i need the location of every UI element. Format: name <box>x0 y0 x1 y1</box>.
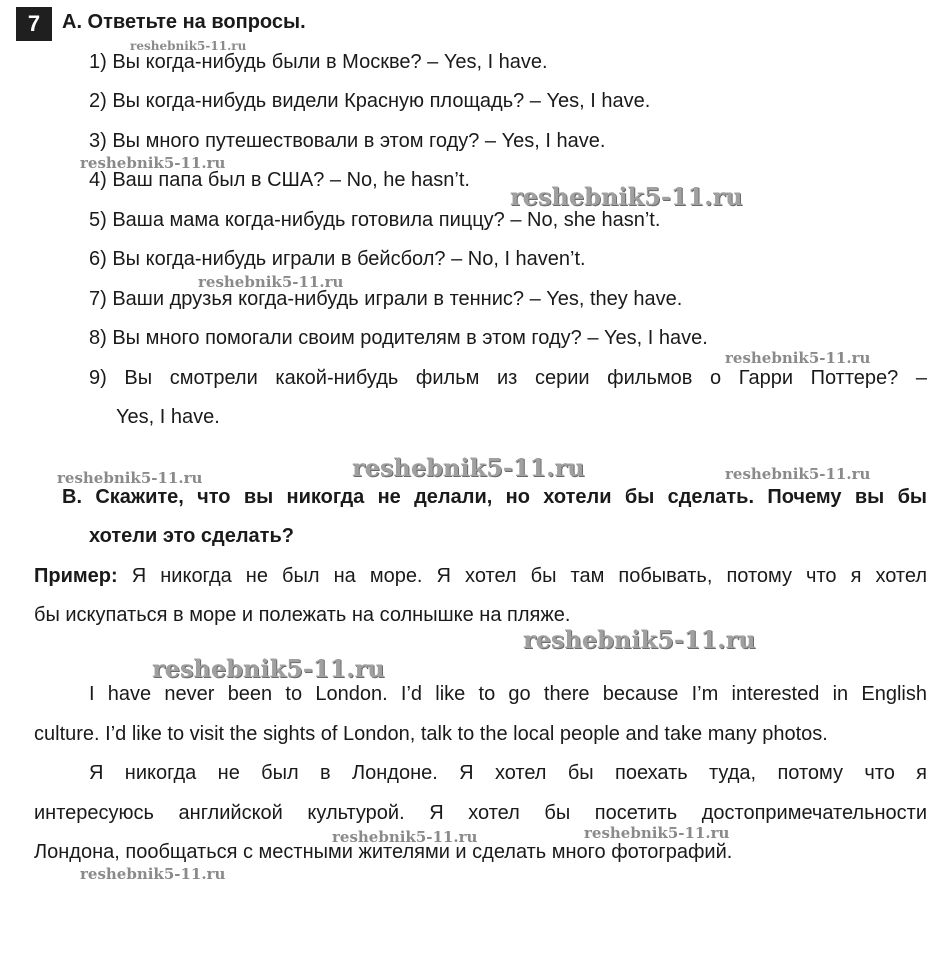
russian-answer-line-1: Я никогда не был в Лондоне. Я хотел бы поехать туда, потому что я <box>89 762 927 784</box>
watermark: reshebnik5-11.ru <box>332 828 478 846</box>
question-4: 4) Ваш папа был в США? – No, he hasn’t. <box>89 169 470 191</box>
watermark: reshebnik5-11.ru <box>80 865 226 883</box>
watermark: reshebnik5-11.ru <box>198 273 344 291</box>
watermark: reshebnik5-11.ru <box>352 453 585 482</box>
russian-answer-line-2: интересуюсь английской культурой. Я хотел бы посетить достопримечательности <box>34 802 927 824</box>
example-text: Я никогда не был на море. Я хотел бы там побывать, потому что я хотел <box>117 565 927 587</box>
question-5: 5) Ваша мама когда-нибудь готовила пиццу? – No, she hasn’t. <box>89 209 661 231</box>
section-b-title-line-1: B. Скажите, что вы никогда не делали, но хотели бы сделать. Почему вы бы <box>62 486 927 508</box>
watermark: reshebnik5-11.ru <box>80 154 226 172</box>
watermark: reshebnik5-11.ru <box>725 349 871 367</box>
example-line-1 <box>34 564 927 588</box>
russian-answer-line-3: Лондона, пообщаться с местными жителями и сделать много фотографий. <box>34 841 733 863</box>
watermark: reshebnik5-11.ru <box>57 469 203 487</box>
question-7: 7) Ваши друзья когда-нибудь играли в теннис? – Yes, they have. <box>89 288 683 310</box>
english-answer-line-1: I have never been to London. I’d like to go there because I’m interested in English <box>89 683 927 705</box>
question-6: 6) Вы когда-нибудь играли в бейсбол? – No, I haven’t. <box>89 248 586 270</box>
question-1: 1) Вы когда-нибудь были в Москве? – Yes, I have. <box>89 51 548 73</box>
question-8: 8) Вы много помогали своим родителям в этом году? – Yes, I have. <box>89 327 708 349</box>
watermark: reshebnik5-11.ru <box>523 625 756 654</box>
question-3: 3) Вы много путешествовали в этом году? – Yes, I have. <box>89 130 606 152</box>
section-b-title-line-2: хотели это сделать? <box>89 525 294 547</box>
example-label: Пример: <box>34 565 118 587</box>
watermark: reshebnik5-11.ru <box>152 654 385 683</box>
question-2: 2) Вы когда-нибудь видели Красную площадь? – Yes, I have. <box>89 90 651 112</box>
exercise-number-badge: 7 <box>16 7 52 41</box>
question-9-answer: Yes, I have. <box>116 406 220 428</box>
example-line-2: бы искупаться в море и полежать на солнышке на пляже. <box>34 604 571 626</box>
watermark: reshebnik5-11.ru <box>584 824 730 842</box>
watermark: reshebnik5-11.ru <box>510 182 743 211</box>
section-a-title: A. Ответьте на вопросы. <box>62 11 306 33</box>
question-9: 9) Вы смотрели какой-нибудь фильм из серии фильмов о Гарри Поттере? – <box>89 367 927 389</box>
watermark: reshebnik5-11.ru <box>130 39 247 53</box>
english-answer-line-2: culture. I’d like to visit the sights of London, talk to the local people and take many photos. <box>34 723 828 745</box>
watermark: reshebnik5-11.ru <box>725 465 871 483</box>
